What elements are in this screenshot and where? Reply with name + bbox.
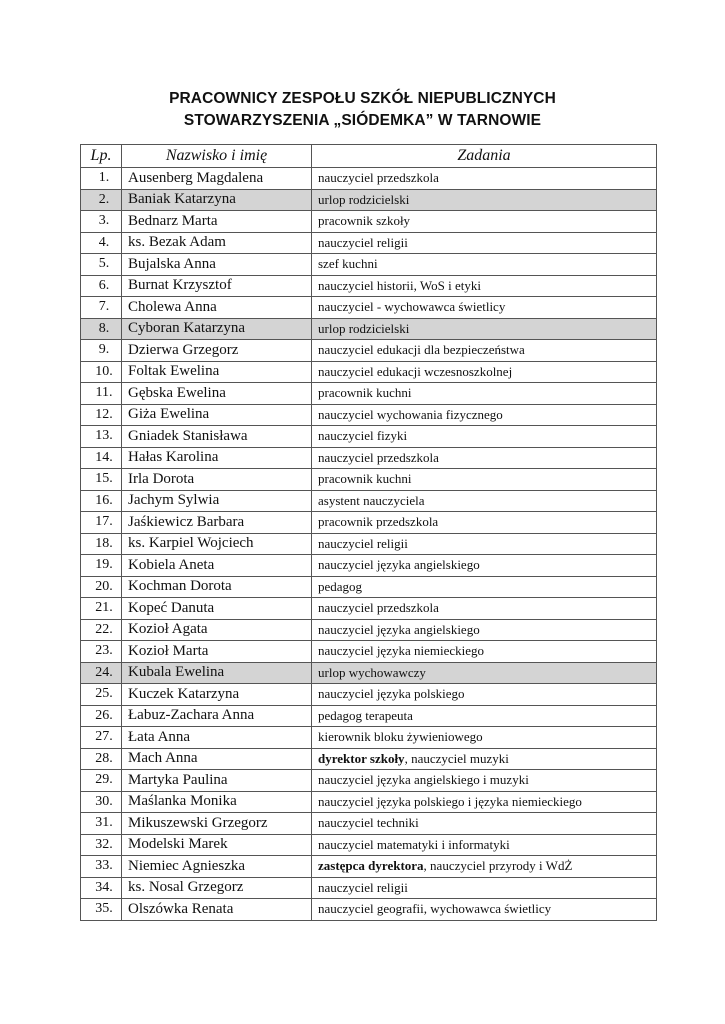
row-number: 31. [81,813,122,835]
task-description: , nauczyciel przyrody i WdŻ [423,858,573,874]
row-number: 23. [81,641,122,663]
table-row [81,447,657,469]
employee-task: pracownik przedszkola [312,512,657,534]
row-number: 18. [81,533,122,555]
row-number: 13. [81,426,122,448]
employee-task: nauczyciel języka angielskiego i muzyki [312,770,657,792]
row-number: 33. [81,856,122,878]
title-line-2: STOWARZYSZENIA „SIÓDEMKA” W TARNOWIE [183,112,542,129]
row-number: 3. [81,211,122,233]
employee-task: nauczyciel przedszkola [312,447,657,469]
row-number: 19. [81,555,122,577]
table-row [81,684,657,706]
table-row [81,211,657,233]
table-row [81,168,657,190]
row-number: 14. [81,447,122,469]
table-row [81,254,657,276]
employee-name: Jachym Sylwia [122,490,312,512]
employee-task: nauczyciel przedszkola [312,598,657,620]
employee-name: Martyka Paulina [122,770,312,792]
employee-name: Foltak Ewelina [122,361,312,383]
employee-name: Gębska Ewelina [122,383,312,405]
table-row [81,404,657,426]
employee-task: nauczyciel języka angielskiego [312,619,657,641]
staff-table-body [81,168,657,921]
table-row [81,512,657,534]
row-number: 27. [81,727,122,749]
employee-name: Kobiela Aneta [122,555,312,577]
table-row [81,361,657,383]
employee-task: nauczyciel języka angielskiego [312,555,657,577]
row-number: 11. [81,383,122,405]
employee-task: nauczyciel języka polskiego i języka niemieckiego [312,791,657,813]
employee-task: pracownik szkoły [312,211,657,233]
table-row [81,232,657,254]
employee-name: Łata Anna [122,727,312,749]
employee-name: Modelski Marek [122,834,312,856]
table-row [81,899,657,921]
employee-name: Olszówka Renata [122,899,312,921]
table-row [81,619,657,641]
header-task: Zadania [312,145,657,168]
employee-task: nauczyciel techniki [312,813,657,835]
employee-task: nauczyciel matematyki i informatyki [312,834,657,856]
management-role: dyrektor szkoły [318,750,405,766]
table-row [81,705,657,727]
table-row [81,383,657,405]
table-row [81,791,657,813]
employee-task: nauczyciel religii [312,232,657,254]
table-row [81,856,657,878]
employee-name: Kubala Ewelina [122,662,312,684]
employee-task: pracownik kuchni [312,383,657,405]
row-number: 2. [81,189,122,211]
employee-name: Kozioł Agata [122,619,312,641]
row-number: 7. [81,297,122,319]
row-number: 26. [81,705,122,727]
employee-task: nauczyciel języka polskiego [312,684,657,706]
employee-task: nauczyciel - wychowawca świetlicy [312,297,657,319]
management-role: zastępca dyrektora [318,858,424,874]
employee-name: ks. Bezak Adam [122,232,312,254]
employee-task: pracownik kuchni [312,469,657,491]
employee-task: urlop wychowawczy [312,662,657,684]
employee-task: pedagog terapeuta [312,705,657,727]
table-row [81,641,657,663]
employee-name: Irla Dorota [122,469,312,491]
employee-task: nauczyciel fizyki [312,426,657,448]
employee-name: Burnat Krzysztof [122,275,312,297]
table-row [81,770,657,792]
table-row [81,727,657,749]
employee-name: Giża Ewelina [122,404,312,426]
employee-name: Mikuszewski Grzegorz [122,813,312,835]
row-number: 6. [81,275,122,297]
employee-name: Niemiec Agnieszka [122,856,312,878]
table-row [81,340,657,362]
table-row [81,490,657,512]
employee-task [312,856,657,878]
employee-name: Ausenberg Magdalena [122,168,312,190]
task-description: , nauczyciel muzyki [404,750,509,766]
employee-name: Dzierwa Grzegorz [122,340,312,362]
row-number: 30. [81,791,122,813]
row-number: 34. [81,877,122,899]
table-row [81,662,657,684]
header-name: Nazwisko i imię [122,145,312,168]
employee-task: urlop rodzicielski [312,318,657,340]
staff-table [80,144,657,921]
row-number: 5. [81,254,122,276]
employee-task: nauczyciel przedszkola [312,168,657,190]
table-row [81,555,657,577]
employee-task: asystent nauczyciela [312,490,657,512]
employee-name: Kochman Dorota [122,576,312,598]
table-row [81,189,657,211]
row-number: 12. [81,404,122,426]
row-number: 20. [81,576,122,598]
employee-name: Cholewa Anna [122,297,312,319]
employee-task: urlop rodzicielski [312,189,657,211]
employee-task: nauczyciel geografii, wychowawca świetlicy [312,899,657,921]
employee-name: Jaśkiewicz Barbara [122,512,312,534]
employee-name: Łabuz-Zachara Anna [122,705,312,727]
employee-name: Hałas Karolina [122,447,312,469]
employee-name: ks. Nosal Grzegorz [122,877,312,899]
table-row [81,598,657,620]
row-number: 25. [81,684,122,706]
row-number: 16. [81,490,122,512]
header-lp: Lp. [81,145,122,168]
title-line-1: PRACOWNICY ZESPOŁU SZKÓŁ NIEPUBLICZNYCH [169,90,556,107]
employee-task: szef kuchni [312,254,657,276]
table-header-row [81,145,657,168]
row-number: 10. [81,361,122,383]
employee-name: ks. Karpiel Wojciech [122,533,312,555]
employee-task: nauczyciel języka niemieckiego [312,641,657,663]
row-number: 9. [81,340,122,362]
table-row [81,877,657,899]
employee-name: Kuczek Katarzyna [122,684,312,706]
row-number: 21. [81,598,122,620]
employee-task: nauczyciel wychowania fizycznego [312,404,657,426]
employee-task: kierownik bloku żywieniowego [312,727,657,749]
row-number: 35. [81,899,122,921]
table-row [81,748,657,770]
employee-task: nauczyciel edukacji dla bezpieczeństwa [312,340,657,362]
table-row [81,426,657,448]
employee-name: Baniak Katarzyna [122,189,312,211]
table-row [81,275,657,297]
row-number: 8. [81,318,122,340]
row-number: 15. [81,469,122,491]
row-number: 28. [81,748,122,770]
employee-name: Mach Anna [122,748,312,770]
employee-task: nauczyciel historii, WoS i etyki [312,275,657,297]
table-row [81,533,657,555]
employee-task: nauczyciel edukacji wczesnoszkolnej [312,361,657,383]
employee-name: Cyboran Katarzyna [122,318,312,340]
row-number: 24. [81,662,122,684]
employee-task: nauczyciel religii [312,877,657,899]
table-row [81,297,657,319]
table-row [81,834,657,856]
row-number: 17. [81,512,122,534]
row-number: 4. [81,232,122,254]
page-title [0,88,725,132]
row-number: 29. [81,770,122,792]
table-row [81,813,657,835]
employee-name: Bujalska Anna [122,254,312,276]
employee-name: Gniadek Stanisława [122,426,312,448]
employee-name: Kozioł Marta [122,641,312,663]
employee-name: Bednarz Marta [122,211,312,233]
table-row [81,469,657,491]
table-row [81,576,657,598]
row-number: 32. [81,834,122,856]
row-number: 22. [81,619,122,641]
employee-name: Kopeć Danuta [122,598,312,620]
employee-task: pedagog [312,576,657,598]
table-row [81,318,657,340]
row-number: 1. [81,168,122,190]
employee-task: nauczyciel religii [312,533,657,555]
employee-task [312,748,657,770]
employee-name: Maślanka Monika [122,791,312,813]
